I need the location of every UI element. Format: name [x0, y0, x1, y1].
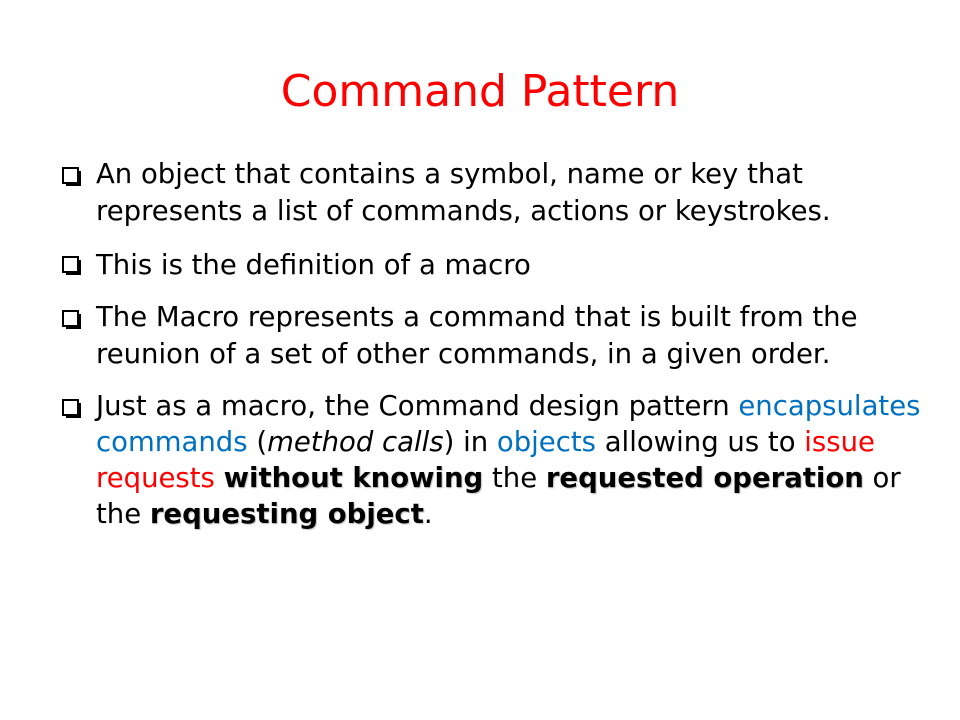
bullet-text-segment: [215, 462, 224, 494]
bullet-text: This is the definition of a macro: [96, 249, 531, 281]
bullet-text-segment: the: [483, 462, 546, 494]
bullet-text: An object that contains a symbol, name or key that represents a list of commands, actions or keystrokes.: [96, 158, 831, 227]
bullet-item: [62, 388, 922, 532]
bullet-list: [62, 156, 922, 544]
checkbox-icon: [62, 310, 82, 330]
bullet-item: [62, 299, 922, 373]
bullet-text: The Macro represents a command that is built from the reunion of a set of other commands, in a given order.: [96, 301, 858, 370]
bullet-text-segment: (: [247, 426, 268, 458]
bold-requested-operation: requested operation: [545, 462, 864, 494]
highlight-objects: objects: [496, 426, 596, 458]
bold-without-knowing: without knowing: [223, 462, 484, 494]
emphasis-method-calls: method calls: [267, 426, 444, 458]
highlight-encapsulates-commands: encapsulates commands: [96, 390, 921, 458]
bullet-text-segment: .: [423, 498, 433, 530]
checkbox-icon: [62, 256, 82, 276]
bullet-text-segment: Just as a macro, the Command design pattern: [96, 390, 739, 422]
bold-requesting-object: requesting object: [149, 498, 424, 530]
bullet-text-segment: allowing us to: [595, 426, 805, 458]
bullet-item: [62, 156, 922, 230]
slide-title: Command Pattern: [280, 66, 680, 117]
highlight-issue-requests: issue requests: [96, 426, 875, 494]
checkbox-icon: [62, 399, 82, 419]
bullet-text-segment: or the: [96, 462, 901, 530]
checkbox-icon: [62, 167, 82, 187]
bullet-item: [62, 245, 922, 285]
bullet-text-segment: ) in: [443, 426, 497, 458]
